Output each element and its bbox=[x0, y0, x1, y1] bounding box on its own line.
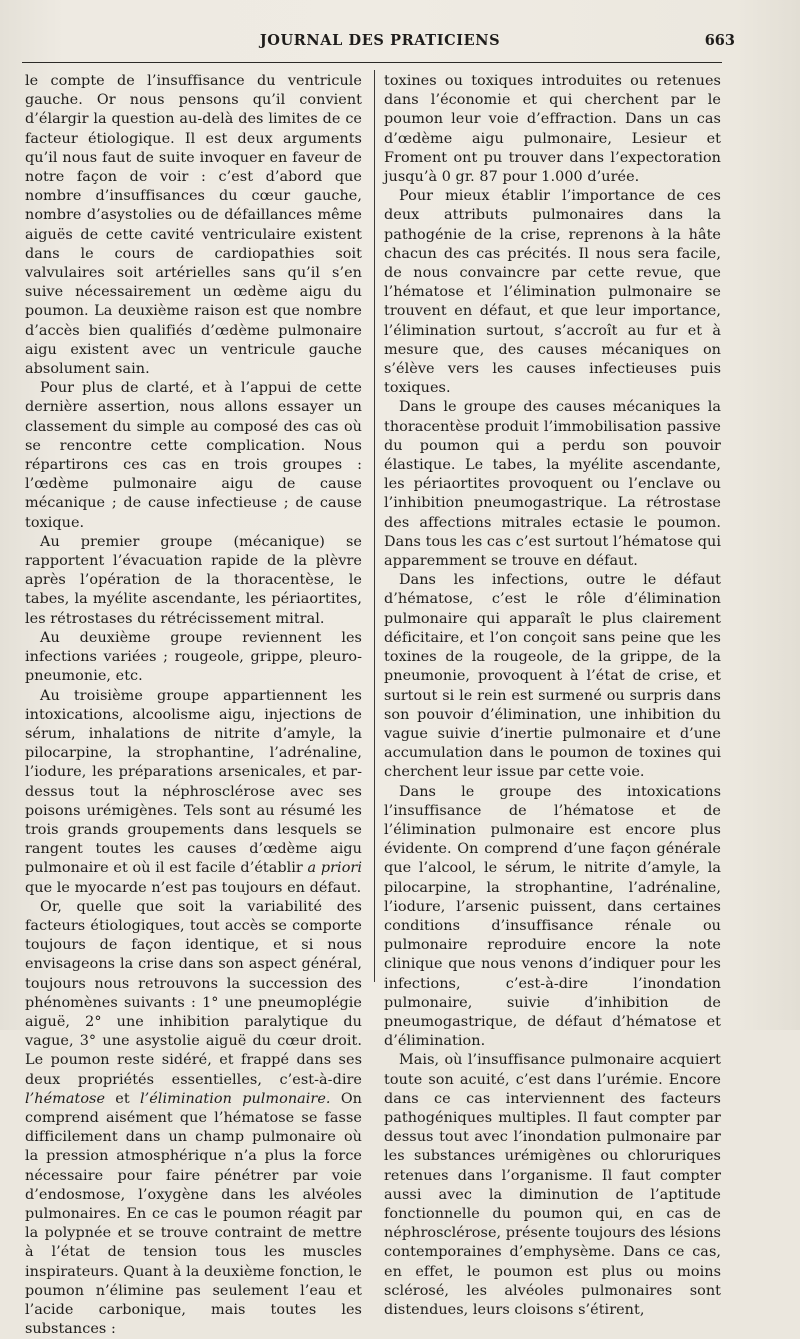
left-column bbox=[25, 72, 362, 1339]
paragraph: Or, quelle que soit la variabilité des facteurs étiologiques, tout accès se comporte toujours de façon identique, et si nous envisageons la crise dans son aspect général, toujours nous retrouvons la succession des phénomènes suivants : 1° une pneumoplégie aiguë, 2° une inhibition paralytique du vague, 3° une asystolie aiguë du cœur droit. Le poumon reste sidéré, et frappé dans ses deux propriétés essentielles, c’est-à-dire l’hématose et l’élimination pulmonaire. On comprend aisément que l’hématose se fasse difficilement dans un champ pulmonaire où la pression atmosphérique n’a plus la force nécessaire pour faire pénétrer par voie d’endosmose, l’oxygène dans les alvéoles pulmonaires. En ce cas le poumon réagit par la polypnée et se trouve contraint de mettre à l’état de tension tous les muscles inspirateurs. Quant à la deuxième fonction, le poumon n’élimine pas seulement l’eau et l’acide carbonique, mais toutes les substances : bbox=[25, 898, 362, 1338]
italic-phrase: l’hématose bbox=[25, 1090, 106, 1107]
journal-title: JOURNAL DES PRATICIENS bbox=[259, 32, 501, 49]
column-divider bbox=[374, 70, 375, 982]
paragraph: Au premier groupe (mécanique) se rapportent l’évacuation rapide de la plèvre après l’opération de la thoracentèse, le tabes, la myélite ascendante, les périaortites, les rétrostases du rétrécissement mitral. bbox=[25, 533, 362, 627]
paragraph: le compte de l’insuffisance du ventricule gauche. Or nous pensons qu’il convient d’élargir la question au-delà des limites de ce facteur étiologique. Il est deux arguments qu’il nous faut de suite invoquer en faveur de notre façon de voir : c’est d’abord que nombre d’insuffisances du cœur gauche, nombre d’asystolies ou de défaillances même aiguës de cette cavité ventriculaire existent dans le cours de cardiopathies soit valvulaires soit artérielles sans qu’il s’en suive nécessairement un œdème aigu du poumon. La deuxième raison est que nombre d’accès bien qualifiés d’œdème pulmonaire aigu existent avec un ventricule gauche absolument sain. bbox=[25, 73, 362, 378]
paragraph: Pour plus de clarté, et à l’appui de cette dernière assertion, nous allons essayer un classement du simple au composé des cas où se rencontre cette complication. Nous répartirons ces cas en trois groupes : l’œdème pulmonaire aigu de cause mécanique ; de cause infectieuse ; de cause toxique. bbox=[25, 380, 362, 531]
paragraph: Dans le groupe des causes mécaniques la thoracentèse produit l’immobilisation passive du poumon qui a perdu son pouvoir élastique. Le tabes, la myélite ascendante, les périaortites provoquent ou l’enclave ou l’inhibition pneumogastrique. La rétrostase des affections mitrales ectasie le poumon. Dans tous les cas c’est surtout l’hématose qui apparemment se trouve en défaut. bbox=[384, 399, 721, 570]
header-rule bbox=[22, 62, 722, 63]
page-header bbox=[25, 30, 735, 54]
paragraph: Mais, où l’insuffisance pulmonaire acquiert toute son acuité, c’est dans l’urémie. Encore dans ce cas interviennent des facteurs pathogéniques multiples. Il faut compter par dessus tout avec l’inondation pulmonaire par les substances urémigènes ou chloruriques retenues dans l’organisme. Il faut compter aussi avec la diminution de l’aptitude fonctionnelle du poumon qui, en cas de néphrosclérose, présente toujours des lésions contemporaines d’emphysème. Dans ce cas, en effet, le poumon est plus ou moins sclérosé, les alvéoles pulmonaires sont distendues, leurs cloisons s’étirent, bbox=[384, 1052, 721, 1318]
paragraph: Pour mieux établir l’importance de ces deux attributs pulmonaires dans la pathogénie de la crise, reprenons à la hâte chacun des cas précités. Il nous sera facile, de nous convaincre par cette revue, que l’hématose et l’élimination pulmonaire se trouvent en défaut, et que leur importance, l’élimination surtout, s’accroît au fur et à mesure que, des causes mécaniques on s’élève vers les causes infectieuses puis toxiques. bbox=[384, 188, 721, 397]
paragraph: Au deuxième groupe reviennent les infections variées ; rougeole, grippe, pleuro-pneumonie, etc. bbox=[25, 629, 362, 685]
italic-phrase: l’élimination pulmonaire. bbox=[139, 1090, 331, 1107]
page-number: 663 bbox=[704, 32, 735, 49]
right-column bbox=[384, 72, 721, 1320]
paragraph: Dans les infections, outre le défaut d’hématose, c’est le rôle d’élimination pulmonaire qui apparaît le plus clairement déficitaire, et l’on conçoit sans peine que les toxines de la rougeole, de la grippe, de la pneumonie, provoquent à l’état de crise, et surtout si le rein est surmené ou surpris dans son pouvoir d’élimination, une inhibition du vague suivie d’inertie pulmonaire et d’une accumulation dans le poumon de toxines qui cherchent leur issue par cette voie. bbox=[384, 572, 721, 781]
paragraph: Dans le groupe des intoxications l’insuffisance de l’hématose et de l’élimination pulmonaire est encore plus évidente. On comprend d’une façon générale que l’alcool, le sérum, le nitrite d’amyle, la pilocarpine, la strophantine, l’adrénaline, l’iodure, l’arsenic puissent, dans certaines conditions d’insuffisance rénale ou pulmonaire reproduire encore la note clinique que nous venons d’indiquer pour les infections, c’est-à-dire l’inondation pulmonaire, suivie d’inhibition de pneumogastrique, de défaut d’hématose et d’élimination. bbox=[384, 783, 721, 1050]
paragraph: toxines ou toxiques introduites ou retenues dans l’économie et qui cherchent par le poumon leur voie d’effraction. Dans un cas d’œdème aigu pulmonaire, Lesieur et Froment ont pu trouver dans l’expectoration jusqu’à 0 gr. 87 pour 1.000 d’urée. bbox=[384, 73, 721, 186]
italic-phrase: a priori bbox=[307, 860, 362, 877]
paragraph: Au troisième groupe appartiennent les intoxications, alcoolisme aigu, injections de sérum, inhalations de nitrite d’amyle, la pilocarpine, la strophantine, l’adrénaline, l’iodure, les préparations arsenicales, et par-dessus tout la néphrosclérose avec ses poisons urémigènes. Tels sont au résumé les trois grands groupements dans lesquels se rangent toutes les causes d’œdème aigu pulmonaire et où il est facile d’établir a priori que le myocarde n’est pas toujours en défaut. bbox=[25, 687, 362, 896]
